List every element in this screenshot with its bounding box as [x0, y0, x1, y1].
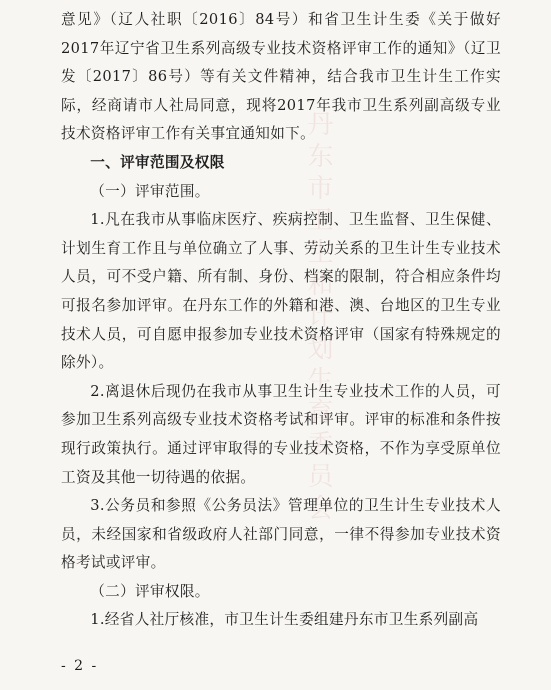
document-body — [61, 6, 501, 635]
paragraph-item-1: 1.凡在我市从事临床医疗、疾病控制、卫生监督、卫生保健、计划生育工作且与单位确立了人事、劳动关系的卫生计生专业技术人员，可不受户籍、所有制、身份、档案的限制，符合相应条件均可报名参加评审。在丹东工作的外籍和港、澳、台地区的卫生专业技术人员，可自愿申报参加专业技术资格评审（国家有特殊规定的除外）。 — [61, 211, 501, 372]
paragraph-item-3: 3.公务员和参照《公务员法》管理单位的卫生计生专业技术人员，未经国家和省级政府人社部门同意，一律不得参加专业技术资格考试或评审。 — [61, 497, 501, 572]
official-seal-bleedthrough: 丹东市卫生和计划生育委员会 — [303, 110, 333, 526]
subsection-heading-review-authority: （二）评审权限。 — [90, 582, 210, 600]
subsection-heading-review-scope: （一）评审范围。 — [90, 182, 210, 200]
paragraph-item-2: 2.离退休后现仍在我市从事卫生计生专业技术工作的人员，可参加卫生系列高级专业技术资格考试和评审。评审的标准和条件按现行政策执行。通过评审取得的专业技术资格，不作为享受原单位工资及其他一切待遇的依据。 — [61, 382, 501, 486]
paragraph-authority-item-1: 1.经省人社厅核准，市卫生计生委组建丹东市卫生系列副高 — [90, 611, 479, 629]
section-heading-scope-and-authority: 一、评审范围及权限 — [90, 153, 225, 171]
paragraph-intro-continuation: 意见》（辽人社职〔2016〕84号）和省卫生计生委《关于做好2017年辽宁省卫生系列高级专业技术资格评审工作的通知》（辽卫发〔2017〕86号）等有关文件精神，结合我市卫生计生工作实际，经商请市人社局同意，现将2017年我市卫生系列副高级专业技术资格评审工作有关事宜通知如下。 — [61, 11, 501, 143]
page-number: - 2 - — [61, 658, 99, 674]
